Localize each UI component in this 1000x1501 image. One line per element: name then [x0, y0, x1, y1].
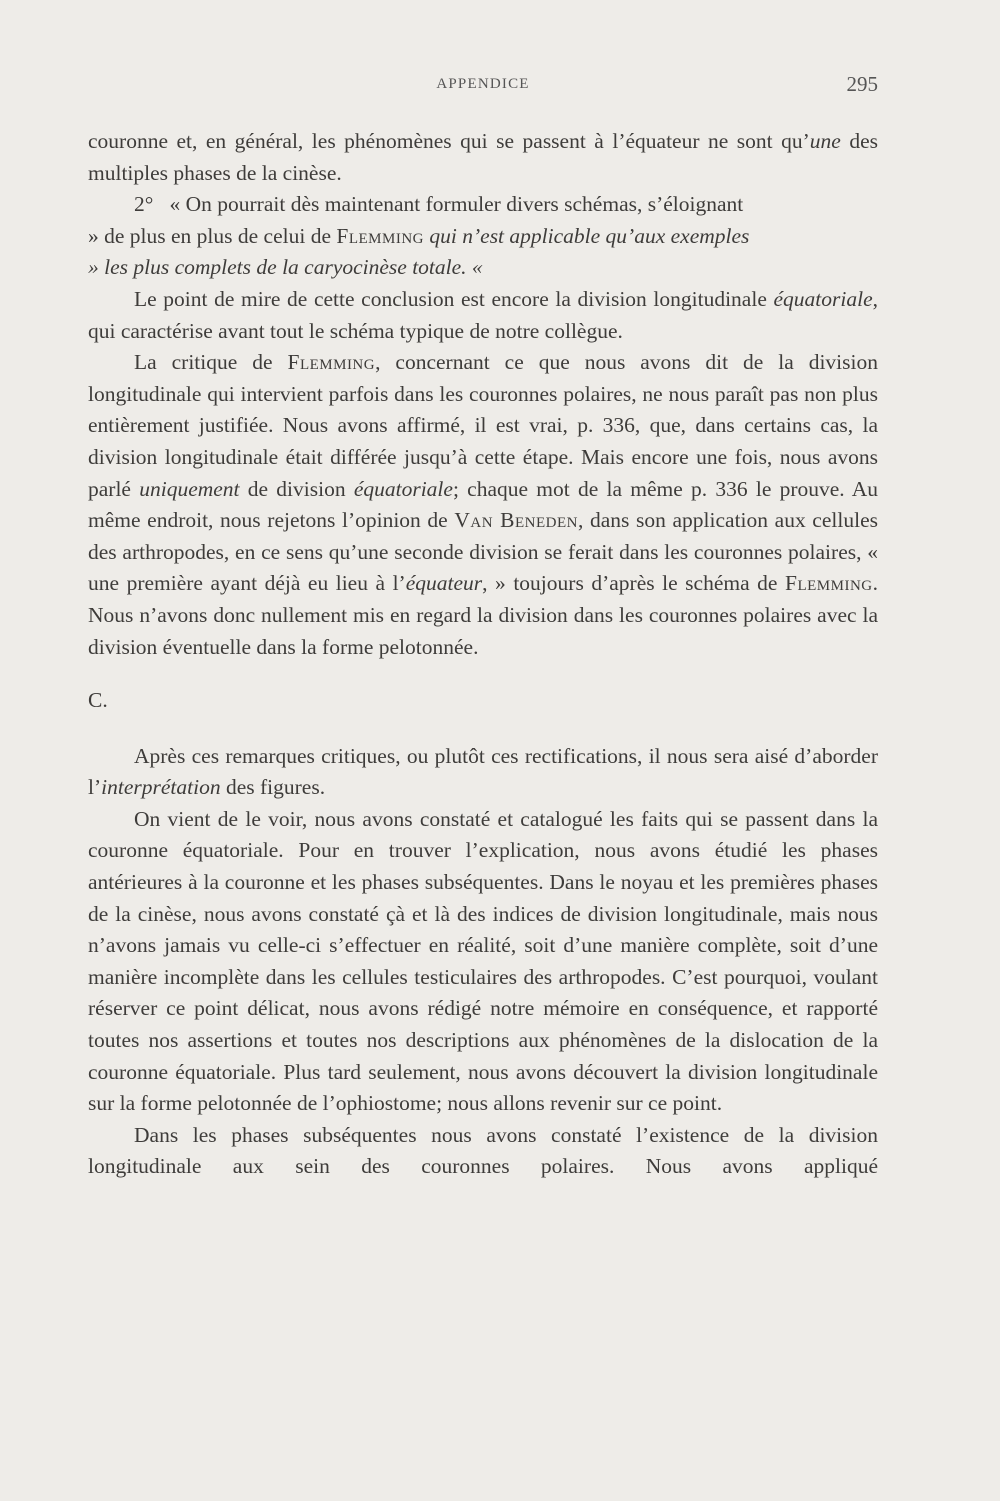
running-title: APPENDICE [436, 76, 530, 92]
text-run: La critique de [134, 350, 288, 375]
emphasis: une [809, 129, 841, 153]
emphasis: qui n’est applicable qu’aux exemples [424, 223, 750, 248]
text-run: , dans son application aux cellules des arthropodes, en ce sens qu’une seconde division se ferait dans les couronnes polaires, « une première ayant déjà eu lieu à l’ [88, 508, 878, 596]
author-name: Van Beneden [454, 508, 578, 533]
quoted-paragraph [88, 189, 878, 284]
text-run: , qui caractérise avant tout le schéma typique de notre collègue. [88, 286, 878, 343]
paragraph: On vient de le voir, nous avons constaté et catalogué les faits qui se passent dans la couronne équatoriale. Pour en trouver l’explication, nous avons étudié les phases antérieures à la couronne et les phases subséquentes. Dans le noyau et les premières phases de la cinèse, nous avons constaté çà et là des indices de division longitudinale, mais nous n’avons jamais vu celle-ci s’effectuer en réalité, soit d’une manière complète, soit d’une manière incomplète dans les cellules testiculaires des arthropodes. C’est pourquoi, voulant réserver ce point délicat, nous avons rédigé notre mémoire en conséquence, et rapporté toutes nos assertions et toutes nos descriptions aux phénomènes de la dislocation de la couronne équatoriale. Plus tard seulement, nous avons découvert la division longitudinale sur la forme pelotonnée de l’ophiostome; nous allons revenir sur ce point. [88, 806, 878, 1116]
page-number: 295 [846, 72, 878, 96]
text-run: des multiples phases de la cinèse. [88, 129, 878, 185]
emphasis: uniquement [139, 476, 240, 501]
text-run: des figures. [220, 775, 326, 800]
paragraph: Dans les phases subséquentes nous avons constaté l’existence de la division longitudinale aux sein des couronnes polaires. Nous avons appliqué [88, 1122, 878, 1179]
running-header [88, 72, 878, 102]
emphasis: équatoriale [353, 476, 453, 501]
paragraph-continuation [88, 126, 878, 189]
text-run: . Nous n’avons donc nullement mis en regard la division dans les couronnes polaires avec la division éventuelle dans la forme pelotonnée. [88, 571, 878, 659]
text-run: de division [239, 476, 354, 501]
body-text [88, 126, 878, 1183]
author-name: Flemming [287, 350, 376, 375]
emphasis: équatoriale [773, 286, 873, 311]
text-run: Le point de mire de cette conclusion est encore la division longitudinale [134, 286, 774, 311]
text-run: , concernant ce que nous avons dit de la division longitudinale qui intervient parfois dans les couronnes polaires, ne nous paraît pas non plus entièrement justifiée. Nous avons affirmé, il est vrai, p. 336, que, dans certains cas, la division longitudinale était différée jusqu’à cette étape. Mais encore une fois, nous avons parlé [88, 350, 878, 501]
quote-line: » de plus en plus de celui de [88, 223, 337, 248]
author-name: Flemming [785, 571, 873, 596]
text-run: ; chaque mot de la même p. 336 le prouve. Au même endroit, nous rejetons l’opinion de [88, 476, 879, 533]
author-name: Flemming [336, 223, 425, 248]
emphasis: interprétation [101, 775, 221, 800]
emphasis: » les plus complets de la caryocinèse totale. « [88, 255, 483, 280]
list-number: 2° [134, 192, 154, 217]
emphasis: équateur [405, 571, 483, 596]
paragraph [88, 284, 878, 347]
paragraph [88, 741, 878, 804]
quote-line: « On pourrait dès maintenant formuler divers schémas, s’éloignant [169, 192, 744, 217]
section-heading: C. [88, 688, 108, 713]
text-run: couronne et, en général, les phénomènes qui se passent à l’équateur ne sont qu’ [88, 129, 810, 153]
text-run: , » toujours d’après le schéma de [482, 571, 785, 596]
text-run: Après ces remarques critiques, ou plutôt ces rectifications, il nous sera aisé d’aborder l’ [88, 743, 878, 800]
paragraph [88, 347, 878, 663]
